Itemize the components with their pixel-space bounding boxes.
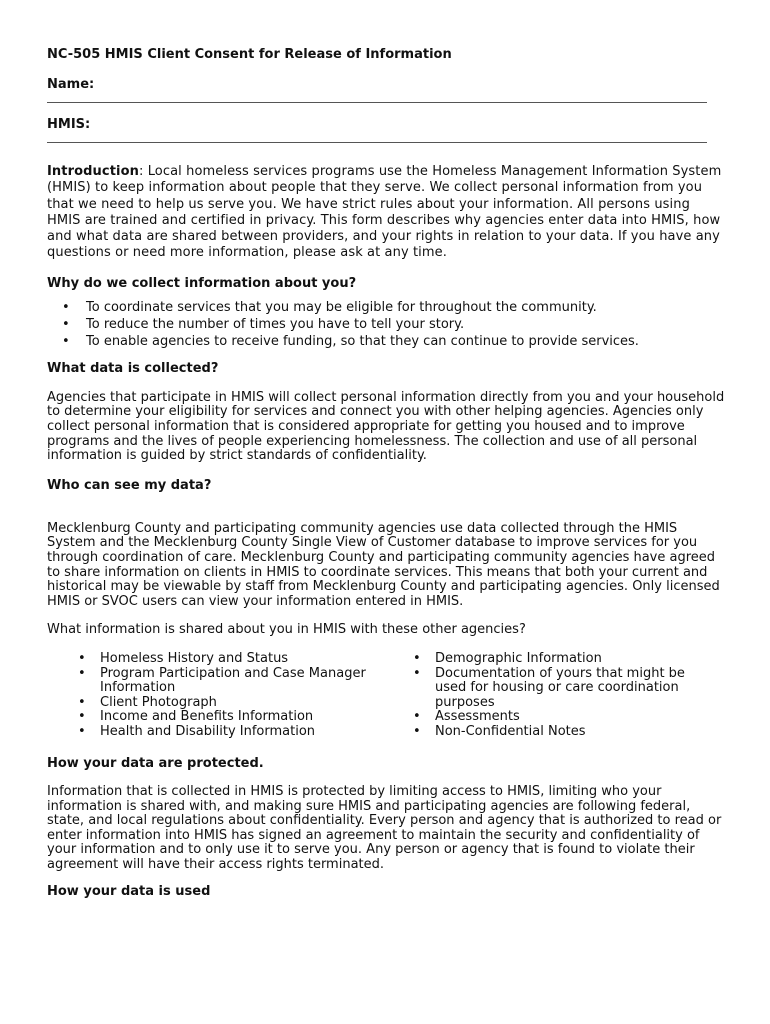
introduction-heading: Introduction [47,164,139,179]
list-item: • Health and Disability Information [76,725,366,740]
list-item: • Income and Benefits Information [76,710,366,725]
consent-form-page [47,44,727,900]
used-section-heading: How your data is used [47,884,211,900]
introduction-text: : Local homeless services programs use the Homeless Management Information System (HMIS) to keep information about people that they serve. We collect personal information from you that we need to help us serve you. We have strict rules about your information. All persons using HMIS are trained and certified in privacy. This form describes why agencies enter data into HMIS, how and what data are shared between providers, and your rights in relation to your data. If you have any questions or need more information, please ask at any time. [47,164,722,261]
document-title: NC-505 HMIS Client Consent for Release of Information [47,47,452,62]
list-item: • Client Photograph [76,696,366,711]
why-section-list [47,299,727,350]
list-item: • To enable agencies to receive funding, so that they can continue to provide services. [47,333,727,350]
list-item: • Non-Confidential Notes [411,725,711,740]
list-item: • Assessments [411,710,711,725]
protected-section-heading: How your data are protected. [47,755,264,771]
what-section-heading: What data is collected? [47,360,219,376]
list-item: • Program Participation and Case Manager Information [76,667,366,696]
name-field-line[interactable] [47,101,707,103]
list-item: • Documentation of yours that might be used for housing or care coordination purposes [411,667,711,711]
list-item: • Demographic Information [411,652,711,667]
what-section-text: Agencies that participate in HMIS will collect personal information directly from you and your household to determine your eligibility for services and connect you with other helping agencies. Agencies only collect personal information that is considered appropriate for getting you housed and to improve programs and the lives of people experiencing homelessness. The collection and use of all personal information is guided by strict standards of confidentiality. [47,389,725,464]
shared-info-question: What information is shared about you in HMIS with these other agencies? [47,622,526,638]
shared-info-right-column [411,652,711,740]
name-label: Name: [47,77,95,92]
shared-info-columns [47,652,727,752]
who-section-text: Mecklenburg County and participating community agencies use data collected through the HMIS System and the Mecklenburg County Single View of Customer database to improve services for you through coordination of care. Mecklenburg County and participating community agencies have agreed to share information on clients in HMIS to coordinate services. This means that both your current and historical may be viewable by staff from Mecklenburg County and participating agencies. Only licensed HMIS or SVOC users can view your information entered in HMIS. [47,520,720,609]
why-section-heading: Why do we collect information about you? [47,275,357,291]
who-section-heading: Who can see my data? [47,477,212,493]
introduction-paragraph [47,164,727,262]
list-item: • To reduce the number of times you have to tell your story. [47,316,727,333]
hmis-label: HMIS: [47,117,91,132]
protected-section-text: Information that is collected in HMIS is protected by limiting access to HMIS, limiting who your information is shared with, and making sure HMIS and participating agencies are following federal, state, and local regulations about confidentiality. Every person and agency that is authorized to read or enter information into HMIS has signed an agreement to maintain the security and confidentiality of your information and to only use it to serve you. Any person or agency that is found to violate their agreement will have their access rights terminated. [47,783,722,872]
hmis-field-line[interactable] [47,141,707,143]
list-item: • To coordinate services that you may be eligible for throughout the community. [47,299,727,316]
list-item: • Homeless History and Status [76,652,366,667]
shared-info-left-column [76,652,366,740]
